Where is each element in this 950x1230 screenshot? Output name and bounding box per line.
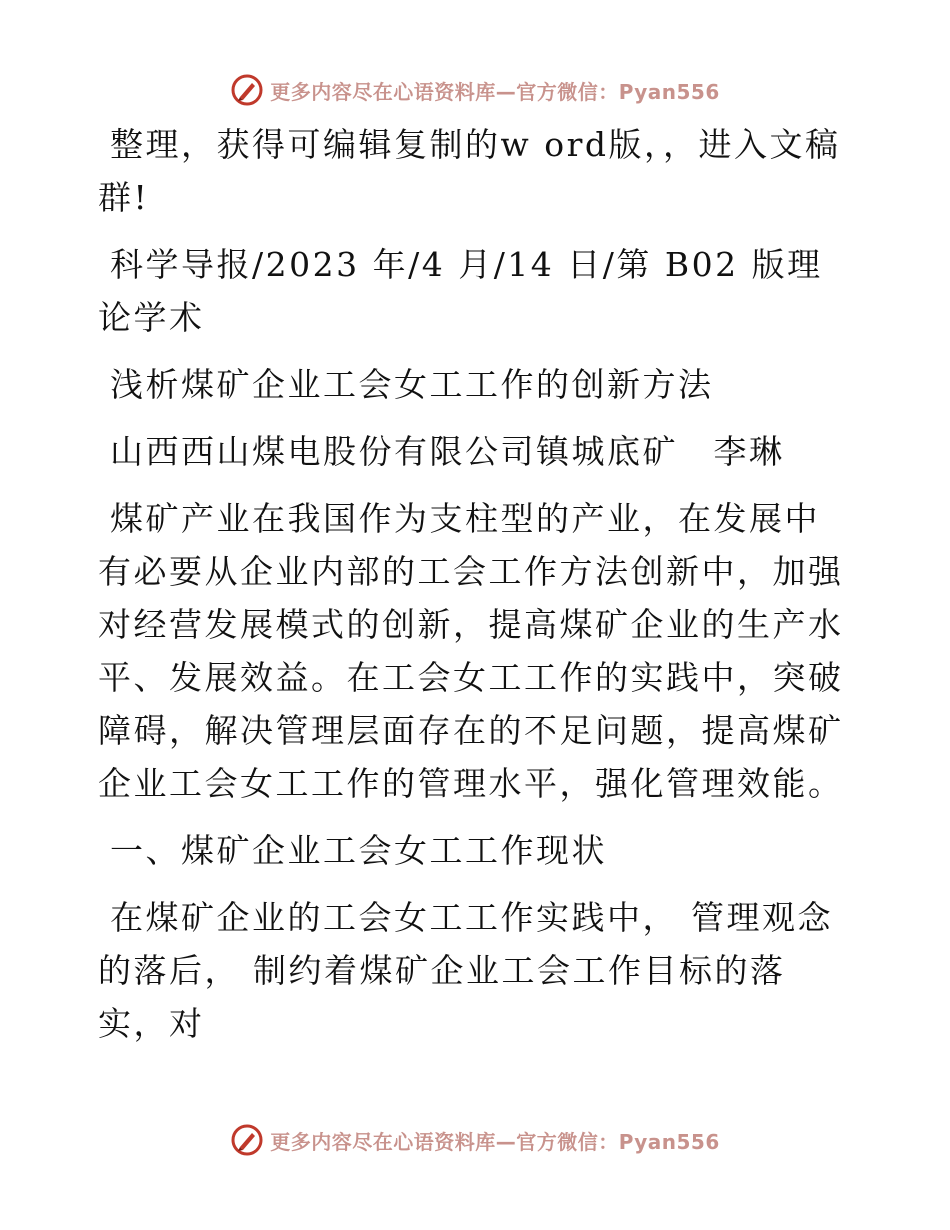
body-paragraph: 煤矿产业在我国作为支柱型的产业，在发展中有必要从企业内部的工会工作方法创新中，加强对经营发展模式的创新，提高煤矿企业的生产水平、发展效益。在工会女工工作的实践中，突破障碍，解决管理层面存在的不足问题，提高煤矿企业工会女工工作的管理水平，强化管理效能。 xyxy=(98,499,844,803)
section-heading: 一、煤矿企业工会女工工作现状 xyxy=(110,831,607,870)
watermark-text: 更多内容尽在心语资料库—官方微信：Pyan556 xyxy=(270,79,720,104)
watermark-banner-bottom xyxy=(0,1120,950,1160)
watermark-text: 更多内容尽在心语资料库—官方微信：Pyan556 xyxy=(270,1129,720,1154)
watermark-banner-top xyxy=(0,70,950,110)
pen-logo-icon xyxy=(230,1123,264,1157)
article-title: 浅析煤矿企业工会女工工作的创新方法 xyxy=(110,365,714,404)
intro-note: 整理，获得可编辑复制的w ord版，，进入文稿群! xyxy=(98,125,841,217)
document-body xyxy=(98,118,850,1064)
body-paragraph: 在煤矿企业的工会女工工作实践中， 管理观念的落后， 制约着煤矿企业工会工作目标的落实，对 xyxy=(98,898,833,1043)
author-line: 山西西山煤电股份有限公司镇城底矿 李琳 xyxy=(110,432,785,471)
pen-logo-icon xyxy=(230,73,264,107)
source-line: 科学导报/2023 年/4 月/14 日/第 B02 版理论学术 xyxy=(98,245,823,337)
